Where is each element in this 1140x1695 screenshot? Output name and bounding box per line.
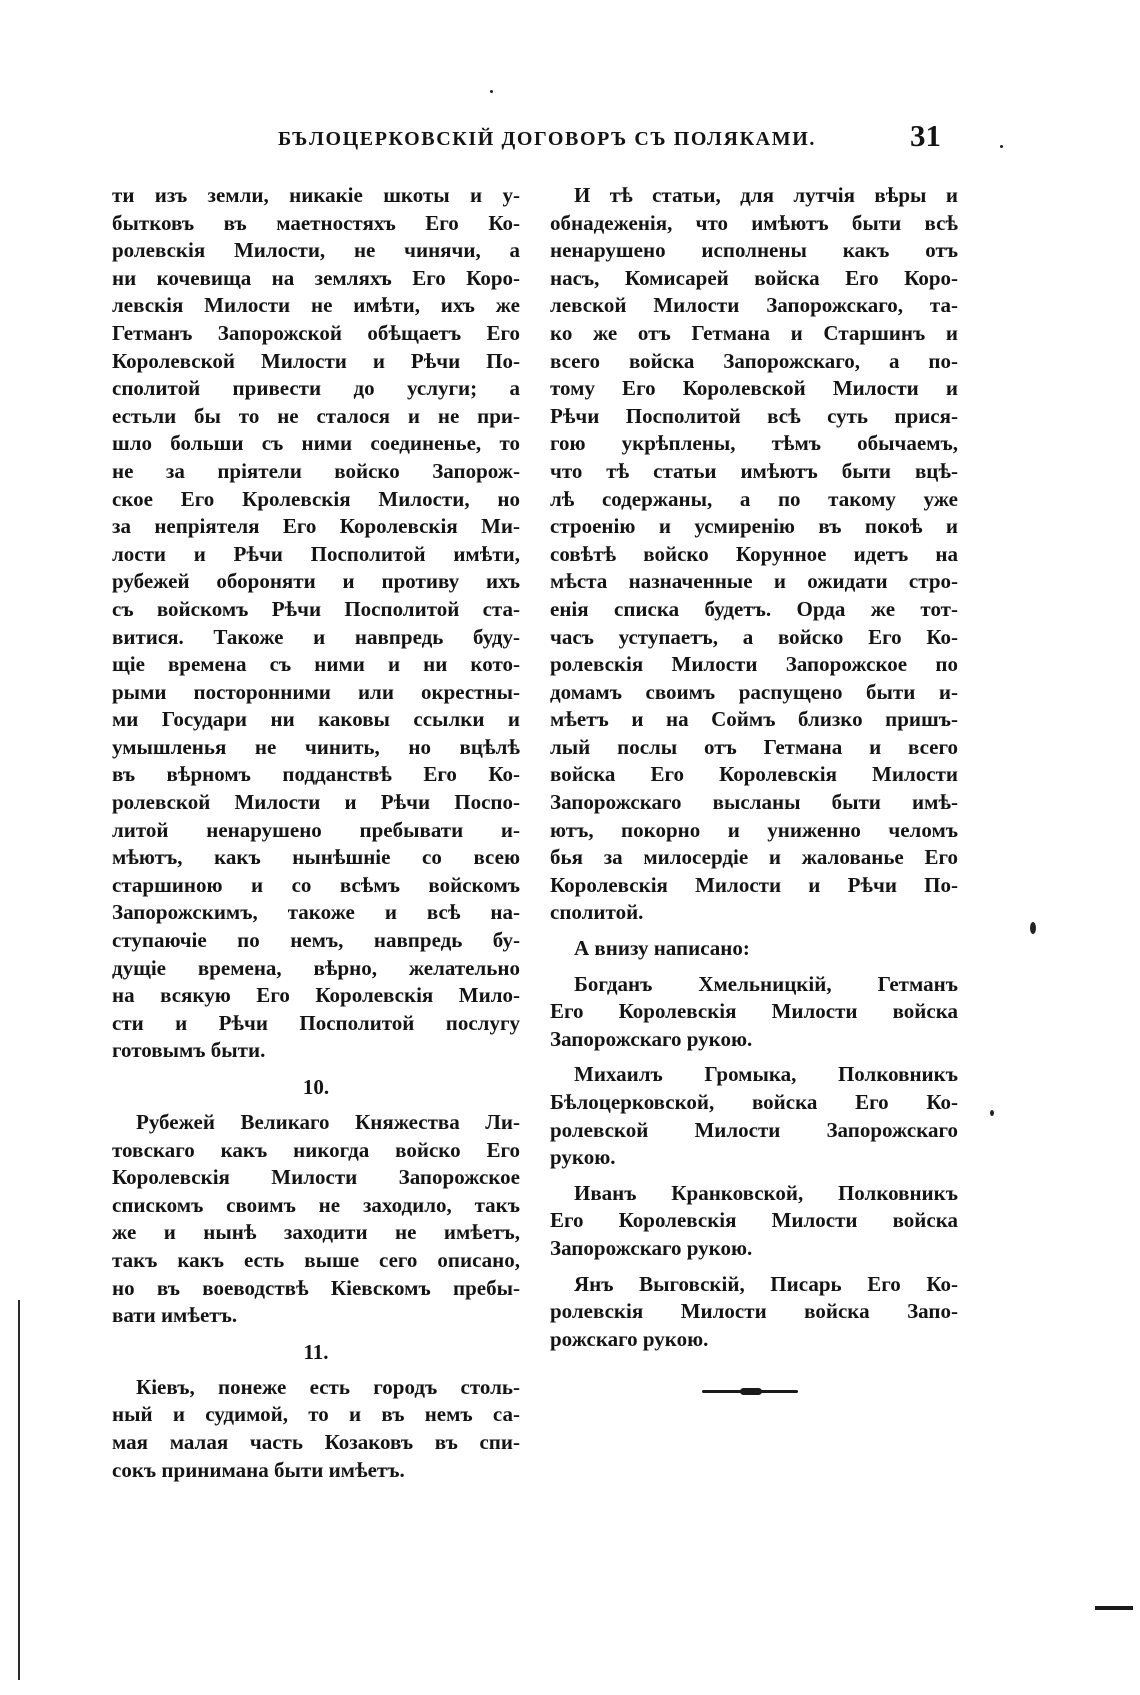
text-line: Запорожскаго высланы быти имѣ-: [550, 790, 958, 815]
text-line: ко же отъ Гетмана и Старшинъ и: [550, 320, 958, 345]
text-line: такъ какъ есть выше сего описано,: [112, 1247, 520, 1272]
text-line: мѣетъ и на Соймъ близко пришъ-: [550, 707, 958, 732]
text-line: войска Его Королевскія Милости: [550, 762, 958, 787]
spacer: [550, 927, 958, 935]
text-line: строенію и усмиренію въ покоѣ и: [550, 514, 958, 539]
text-line: ролевской Милости и Рѣчи Поспо-: [112, 790, 520, 815]
text-line: мѣста назначенные и ожидати стро-: [550, 569, 958, 594]
text-line: совѣтѣ войско Корунное идетъ на: [550, 541, 958, 566]
text-line: обнадеженія, что имѣютъ быти всѣ: [550, 210, 958, 235]
spacer: [550, 963, 958, 971]
text-line: готовымъ быти.: [112, 1038, 266, 1063]
text-line: Королевскія Милости Запорожское: [112, 1165, 520, 1190]
text-line: Рѣчи Посполитой всѣ суть прися-: [550, 403, 958, 428]
text-line: И тѣ статьи, для лутчія вѣры и: [574, 183, 958, 207]
text-line: щіе времена съ ними и ни кото-: [112, 652, 520, 677]
text-line: естьли бы то не сталося и не при-: [112, 403, 520, 428]
text-line: гою укрѣплены, тѣмъ обычаемъ,: [550, 431, 958, 456]
text-line: тому Его Королевской Милости и: [550, 376, 958, 401]
signature-vyhovsky: [550, 1271, 958, 1354]
text-line: ный и судимой, то и въ немъ са-: [112, 1402, 520, 1427]
right-column: [550, 182, 958, 1353]
text-line: рожскаго рукою.: [550, 1326, 709, 1351]
scan-edge-mark: [1095, 1606, 1133, 1610]
spacer: [550, 1053, 958, 1061]
signature-khmelnytsky: [550, 971, 958, 1054]
text-line: ни кочевища на земляхъ Его Коро-: [112, 265, 520, 290]
text-line: сти и Рѣчи Посполитой послугу: [112, 1010, 520, 1035]
page-number: 31: [910, 118, 941, 153]
text-line: на всякую Его Королевскія Мило-: [112, 983, 520, 1008]
text-line: ролевской Милости Запорожскаго: [550, 1117, 958, 1142]
text-line: товскаго какъ никогда войско Его: [112, 1137, 520, 1162]
text-line: ское Его Кролевскія Милости, но: [112, 486, 520, 511]
text-line: сполитой привести до услуги; а: [112, 376, 520, 401]
text-line: ненарушено исполнены какъ отъ: [550, 238, 958, 263]
text-line: ролевскія Милости войска Запо-: [550, 1299, 958, 1324]
text-line: лѣ содержаны, а по такому уже: [550, 486, 958, 511]
text-line: Кіевъ, понеже есть городъ столь-: [136, 1374, 520, 1399]
text-line: насъ, Комисарей войска Его Коро-: [550, 265, 958, 290]
spacer: [550, 1172, 958, 1180]
signature-hromyka: [550, 1061, 958, 1171]
signature-krankovskoi: [550, 1180, 958, 1263]
text-line: домамъ своимъ распущено быти и-: [550, 679, 958, 704]
text-line: Богданъ Хмельницкій, Гетманъ: [574, 971, 958, 996]
ink-speck: [490, 90, 493, 93]
text-line: ти изъ земли, никакіе шкоты и у-: [112, 183, 520, 207]
text-line: въ вѣрномъ подданствѣ Его Ко-: [112, 762, 520, 787]
text-line: Янъ Выговскій, Писарь Его Ко-: [574, 1271, 958, 1296]
text-line: ютъ, покорно и униженно челомъ: [550, 817, 958, 842]
scan-edge-line: [18, 1300, 20, 1680]
text-line: Запорожскаго рукою.: [550, 1235, 753, 1260]
paragraph-9-continuation: [112, 182, 520, 1065]
ink-speck: [990, 1110, 994, 1116]
running-title: БЪЛОЦЕРКОВСКІЙ ДОГОВОРЪ СЪ ПОЛЯКАМИ.: [278, 128, 816, 150]
text-line: енія списка будетъ. Орда же тот-: [550, 596, 958, 621]
text-line: Его Королевскія Милости войска: [550, 999, 958, 1024]
text-line: левскія Милости не имѣти, ихъ же: [112, 293, 520, 318]
paragraph-11: [112, 1374, 520, 1484]
text-line: спискомъ своимъ не заходило, такъ: [112, 1192, 520, 1217]
section-number-10: 10.: [302, 1075, 330, 1099]
text-line: лый послы отъ Гетмана и всего: [550, 734, 958, 759]
paragraph-10: [112, 1109, 520, 1330]
text-line: Бѣлоцерковской, войска Его Ко-: [550, 1090, 958, 1114]
text-line: часъ уступаетъ, а войско Его Ко-: [550, 624, 958, 649]
ink-speck: [1000, 145, 1003, 148]
text-line: Королевской Милости и Рѣчи По-: [112, 348, 520, 373]
text-line: мая малая часть Козаковъ въ спи-: [112, 1429, 520, 1454]
text-line: вати имѣетъ.: [112, 1303, 238, 1328]
text-line: сполитой.: [550, 900, 644, 925]
text-line: не за пріятели войско Запорож-: [112, 458, 520, 483]
text-line: Королевскія Милости и Рѣчи По-: [550, 872, 958, 897]
end-ornament: [702, 1390, 798, 1393]
text-line: Его Королевскія Милости войска: [550, 1208, 958, 1233]
text-line: ми Государи ни каковы ссылки и: [112, 707, 520, 732]
text-line: лости и Рѣчи Посполитой имѣти,: [112, 541, 520, 566]
text-line: рукою.: [550, 1145, 616, 1170]
left-column: [112, 182, 520, 1484]
text-line: Запорожскимъ, такоже и всѣ на-: [112, 900, 520, 925]
text-line: ступаючіе по немъ, навпредь бу-: [112, 928, 520, 953]
text-line: витися. Такоже и навпредь буду-: [112, 624, 520, 649]
text-line: Гетманъ Запорожской обѣщаетъ Его: [112, 320, 520, 345]
text-line: умышленья не чинить, но вцѣлѣ: [112, 734, 520, 759]
text-line: бытковъ въ маетностяхъ Его Ко-: [112, 210, 520, 235]
closing-paragraph: [550, 182, 958, 927]
text-line: ролевскія Милости, не чинячи, а: [112, 238, 520, 263]
text-line: старшиною и со всѣмъ войскомъ: [112, 872, 520, 897]
ink-speck: [1030, 922, 1036, 934]
text-line: бья за милосердіе и жалованье Его: [550, 845, 958, 870]
text-line: всего войска Запорожскаго, а по-: [550, 348, 958, 373]
spacer: [550, 1263, 958, 1271]
text-line: Михаилъ Громыка, Полковникъ: [574, 1062, 958, 1087]
text-line: же и нынѣ заходити не имѣетъ,: [112, 1220, 520, 1245]
text-line: Запорожскаго рукою.: [550, 1026, 753, 1051]
text-line: шло больши съ ними соединенье, то: [112, 431, 520, 456]
text-line: сокъ принимана быти имѣетъ.: [112, 1457, 405, 1482]
text-line: дущіе времена, вѣрно, желательно: [112, 955, 520, 980]
text-line: что тѣ статьи имѣютъ быти вцѣ-: [550, 458, 958, 483]
below-written-caption: А внизу написано:: [574, 936, 750, 961]
text-line: Иванъ Кранковской, Полковникъ: [574, 1180, 958, 1205]
text-line: но въ воеводствѣ Кіевскомъ пребы-: [112, 1275, 520, 1300]
text-line: съ войскомъ Рѣчи Посполитой ста-: [112, 596, 520, 621]
text-line: за непріятеля Его Королевскія Ми-: [112, 514, 520, 539]
text-line: Рубежей Великаго Княжества Ли-: [136, 1110, 520, 1134]
text-line: литой ненарушено пребывати и-: [112, 817, 520, 842]
text-line: левской Милости Запорожскаго, та-: [550, 293, 958, 318]
text-line: ролевскія Милости Запорожское по: [550, 652, 958, 677]
text-line: мѣютъ, какъ нынѣшніе со всею: [112, 845, 520, 870]
text-line: рубежей обороняти и противу ихъ: [112, 569, 520, 594]
section-number-11: 11.: [303, 1339, 329, 1364]
text-line: рыми посторонними или окрестны-: [112, 679, 520, 704]
